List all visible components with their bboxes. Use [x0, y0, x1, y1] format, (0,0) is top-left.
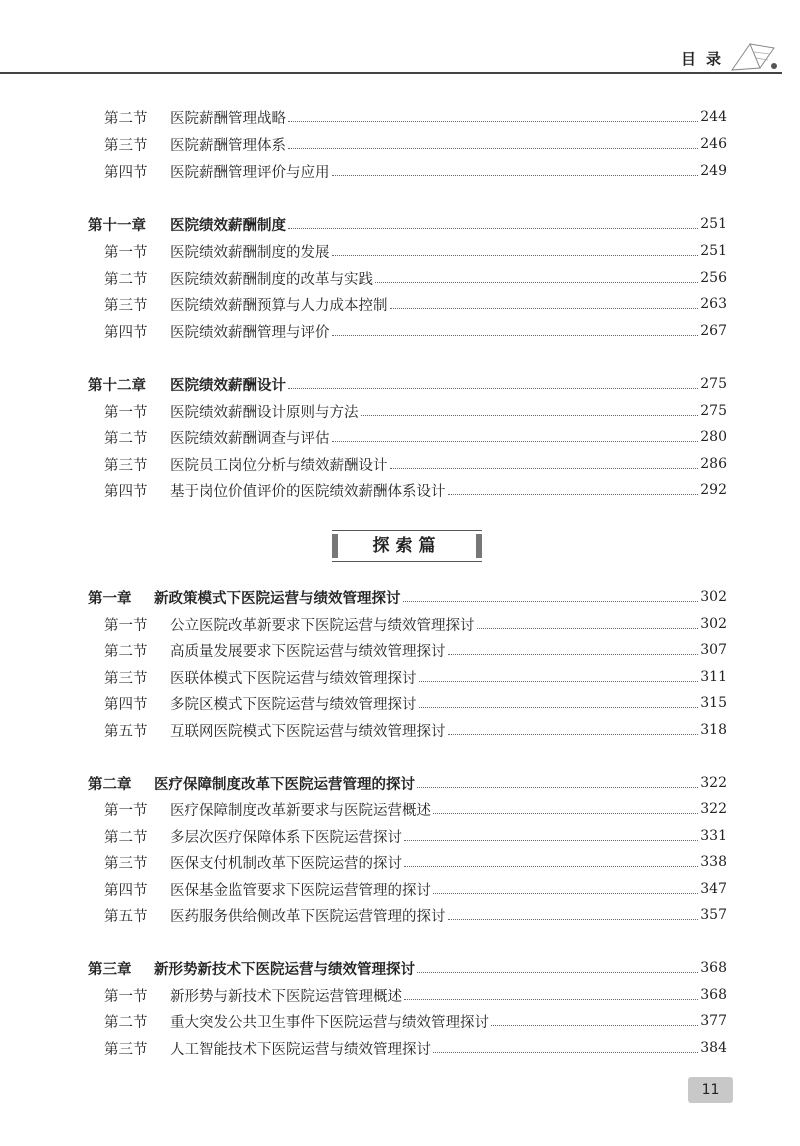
toc-leader-dots — [419, 707, 699, 708]
toc-entry-title: 基于岗位价值评价的医院绩效薪酬体系设计 — [170, 483, 446, 500]
toc-entry-number: 第二节 — [104, 643, 148, 660]
toc-entry-page: 368 — [700, 987, 727, 1003]
toc-leader-dots — [448, 734, 699, 735]
toc-entry-page: 256 — [700, 270, 727, 286]
toc-entry-title: 医院薪酬管理战略 — [170, 110, 286, 127]
toc-leader-dots — [288, 121, 698, 122]
toc-leader-dots — [332, 335, 699, 336]
toc-entry-title: 医院绩效薪酬设计原则与方法 — [170, 404, 359, 421]
toc-entry-page: 286 — [700, 456, 727, 472]
toc-entry-title: 医院绩效薪酬制度 — [170, 216, 286, 234]
toc-entry-page: 251 — [700, 243, 727, 259]
page-header — [0, 0, 800, 80]
toc-section-row[interactable] — [0, 318, 800, 344]
toc-entry-number: 第二节 — [104, 430, 148, 447]
toc-leader-dots — [288, 388, 698, 389]
toc-section-row[interactable] — [0, 690, 800, 716]
toc-leader-dots — [417, 972, 698, 973]
toc-leader-dots — [288, 228, 698, 229]
toc-entry-title: 医院绩效薪酬制度的改革与实践 — [170, 271, 373, 288]
part-heading — [332, 530, 482, 562]
toc-entry-title: 医院薪酬管理评价与应用 — [170, 164, 330, 181]
toc-entry-title: 医院绩效薪酬管理与评价 — [170, 324, 330, 341]
toc-entry-title: 医院薪酬管理体系 — [170, 137, 286, 154]
toc-entry-page: 263 — [700, 296, 727, 312]
toc-entry-page: 275 — [700, 403, 727, 419]
toc-entry-number: 第二节 — [104, 1014, 148, 1031]
toc-entry-number: 第三节 — [104, 457, 148, 474]
toc-entry-page: 347 — [700, 881, 727, 897]
toc-section-row[interactable] — [0, 265, 800, 291]
toc-entry-page: 267 — [700, 323, 727, 339]
toc-entry-number: 第二章 — [88, 775, 132, 793]
toc-entry-title: 新政策模式下医院运营与绩效管理探讨 — [154, 589, 401, 607]
toc-entry-number: 第一节 — [104, 404, 148, 421]
toc-leader-dots — [491, 1025, 698, 1026]
toc-entry-title: 新形势新技术下医院运营与绩效管理探讨 — [154, 960, 415, 978]
toc-entry-page: 331 — [700, 828, 727, 844]
toc-chapter-row[interactable] — [0, 211, 800, 237]
toc-section-row[interactable] — [0, 1008, 800, 1034]
toc-entry-number: 第一节 — [104, 617, 148, 634]
toc-chapter-row[interactable] — [0, 371, 800, 397]
book-decoration-icon — [730, 38, 782, 72]
toc-entry-page: 322 — [700, 775, 727, 791]
toc-leader-dots — [332, 441, 699, 442]
toc-entry-number: 第一节 — [104, 802, 148, 819]
header-rule — [0, 72, 782, 74]
toc-entry-page: 302 — [700, 616, 727, 632]
toc-entry-page: 302 — [700, 589, 727, 605]
toc-entry-title: 医疗保障制度改革下医院运营管理的探讨 — [154, 775, 415, 793]
toc-entry-page: 307 — [700, 642, 727, 658]
toc-entry-title: 医院绩效薪酬设计 — [170, 376, 286, 394]
toc-section-row[interactable] — [0, 291, 800, 317]
toc-entry-number: 第三节 — [104, 1041, 148, 1058]
toc-entry-title: 医药服务供给侧改革下医院运营管理的探讨 — [170, 908, 446, 925]
toc-entry-page: 275 — [700, 376, 727, 392]
toc-entry-page: 368 — [700, 960, 727, 976]
toc-entry-number: 第二节 — [104, 110, 148, 127]
toc-section-row[interactable] — [0, 477, 800, 503]
header-title: 目录 — [681, 50, 732, 68]
toc-entry-number: 第三节 — [104, 670, 148, 687]
toc-leader-dots — [448, 494, 699, 495]
toc-leader-dots — [417, 787, 698, 788]
toc-entry-page: 357 — [700, 907, 727, 923]
toc-entry-title: 高质量发展要求下医院运营与绩效管理探讨 — [170, 643, 446, 660]
toc-entry-page: 377 — [700, 1013, 727, 1029]
toc-leader-dots — [433, 893, 698, 894]
toc-entry-page: 280 — [700, 429, 727, 445]
toc-entry-number: 第四节 — [104, 696, 148, 713]
toc-entry-title: 互联网医院模式下医院运营与绩效管理探讨 — [170, 723, 446, 740]
toc-entry-page: 338 — [700, 854, 727, 870]
toc-entry-page: 384 — [700, 1040, 727, 1056]
toc-entry-number: 第二节 — [104, 271, 148, 288]
toc-entry-page: 311 — [700, 669, 727, 685]
page-number: 11 — [688, 1077, 733, 1103]
toc-entry-number: 第五节 — [104, 908, 148, 925]
toc-section-row[interactable] — [0, 611, 800, 637]
toc-section-row[interactable] — [0, 451, 800, 477]
toc-section-row[interactable] — [0, 717, 800, 743]
toc-entry-title: 多层次医疗保障体系下医院运营探讨 — [170, 829, 402, 846]
toc-entry-title: 医保基金监管要求下医院运营管理的探讨 — [170, 882, 431, 899]
toc-entry-number: 第三节 — [104, 297, 148, 314]
toc-entry-page: 322 — [700, 801, 727, 817]
toc-section-row[interactable] — [0, 637, 800, 663]
toc-entry-number: 第三节 — [104, 137, 148, 154]
toc-section-row[interactable] — [0, 424, 800, 450]
toc-leader-dots — [288, 148, 698, 149]
toc-entry-number: 第一章 — [88, 589, 132, 607]
toc-entry-title: 医院绩效薪酬预算与人力成本控制 — [170, 297, 388, 314]
toc-entry-page: 292 — [700, 482, 727, 498]
toc-entry-page: 249 — [700, 163, 727, 179]
toc-entry-title: 重大突发公共卫生事件下医院运营与绩效管理探讨 — [170, 1014, 489, 1031]
toc-entry-page: 315 — [700, 695, 727, 711]
toc-leader-dots — [419, 681, 699, 682]
toc-chapter-row[interactable] — [0, 584, 800, 610]
toc-section-row[interactable] — [0, 823, 800, 849]
toc-chapter-row[interactable] — [0, 955, 800, 981]
toc-entry-number: 第十一章 — [88, 216, 146, 234]
toc-entry-number: 第二节 — [104, 829, 148, 846]
toc-section-row[interactable] — [0, 104, 800, 130]
toc-entry-page: 244 — [700, 109, 727, 125]
toc-entry-title: 新形势与新技术下医院运营管理概述 — [170, 988, 402, 1005]
toc-entry-page: 318 — [700, 722, 727, 738]
toc-section-row[interactable] — [0, 131, 800, 157]
toc-entry-number: 第一节 — [104, 244, 148, 261]
toc-entry-title: 公立医院改革新要求下医院运营与绩效管理探讨 — [170, 617, 475, 634]
toc-entry-number: 第四节 — [104, 483, 148, 500]
toc-leader-dots — [390, 308, 699, 309]
toc-entry-title: 医疗保障制度改革新要求与医院运营概述 — [170, 802, 431, 819]
toc-entry-title: 医院绩效薪酬制度的发展 — [170, 244, 330, 261]
toc-section-row[interactable] — [0, 664, 800, 690]
toc-section-row[interactable] — [0, 238, 800, 264]
toc-leader-dots — [448, 654, 699, 655]
toc-section-row[interactable] — [0, 876, 800, 902]
toc-entry-title: 医保支付机制改革下医院运营的探讨 — [170, 855, 402, 872]
part-title: 探索篇 — [372, 536, 442, 556]
toc-section-row[interactable] — [0, 796, 800, 822]
toc-leader-dots — [477, 628, 699, 629]
toc-entry-number: 第一节 — [104, 988, 148, 1005]
toc-leader-dots — [404, 840, 698, 841]
toc-entry-number: 第十二章 — [88, 376, 146, 394]
toc-section-row[interactable] — [0, 398, 800, 424]
toc-section-row[interactable] — [0, 982, 800, 1008]
toc-entry-number: 第三节 — [104, 855, 148, 872]
toc-entry-number: 第五节 — [104, 723, 148, 740]
toc-entry-number: 第四节 — [104, 164, 148, 181]
toc-entry-title: 医院员工岗位分析与绩效薪酬设计 — [170, 457, 388, 474]
toc-leader-dots — [403, 601, 699, 602]
toc-section-row[interactable] — [0, 849, 800, 875]
toc-entry-title: 人工智能技术下医院运营与绩效管理探讨 — [170, 1041, 431, 1058]
toc-entry-number: 第三章 — [88, 960, 132, 978]
toc-entry-number: 第四节 — [104, 324, 148, 341]
toc-chapter-row[interactable] — [0, 770, 800, 796]
toc-leader-dots — [433, 1052, 698, 1053]
toc-leader-dots — [390, 468, 699, 469]
toc-section-row[interactable] — [0, 158, 800, 184]
toc-leader-dots — [332, 175, 699, 176]
toc-leader-dots — [404, 866, 698, 867]
toc-leader-dots — [361, 415, 699, 416]
toc-leader-dots — [433, 813, 698, 814]
toc-leader-dots — [404, 999, 698, 1000]
toc-section-row[interactable] — [0, 1035, 800, 1061]
toc-leader-dots — [448, 919, 699, 920]
toc-section-row[interactable] — [0, 902, 800, 928]
toc-leader-dots — [332, 255, 699, 256]
toc-entry-title: 多院区模式下医院运营与绩效管理探讨 — [170, 696, 417, 713]
toc-leader-dots — [375, 282, 698, 283]
toc-entry-number: 第四节 — [104, 882, 148, 899]
toc-entry-title: 医院绩效薪酬调查与评估 — [170, 430, 330, 447]
toc-entry-title: 医联体模式下医院运营与绩效管理探讨 — [170, 670, 417, 687]
toc-entry-page: 246 — [700, 136, 727, 152]
toc-entry-page: 251 — [700, 216, 727, 232]
